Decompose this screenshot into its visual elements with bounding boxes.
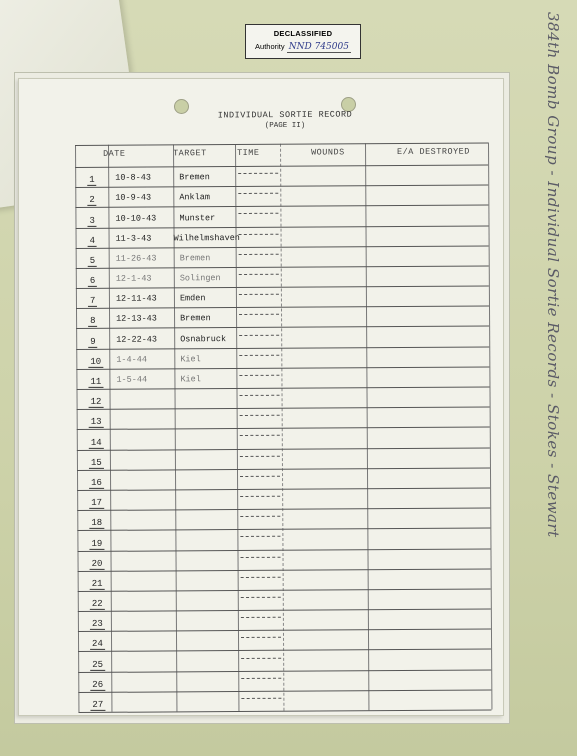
table-row: [76, 265, 489, 288]
row-time-dash: [238, 213, 278, 214]
row-target: Emden: [179, 293, 206, 304]
row-number: 11: [88, 377, 103, 388]
row-target: Bremen: [179, 253, 211, 264]
row-target: Solingen: [179, 273, 221, 284]
row-time-dash: [238, 193, 278, 194]
row-date: 10-8-43: [115, 172, 151, 183]
row-number: 17: [89, 498, 104, 509]
table-row: [75, 164, 488, 187]
row-number: 4: [88, 236, 97, 247]
table-row: [78, 588, 491, 611]
stamp-authority-value: NND 745005: [288, 42, 349, 52]
row-date: 10-9-43: [115, 192, 152, 204]
table-row: [78, 629, 491, 652]
row-target: Munster: [179, 212, 216, 223]
row-time-dash: [240, 435, 280, 436]
row-date: 1-5-44: [116, 374, 148, 385]
row-time-dash: [239, 354, 279, 355]
row-number: 21: [90, 579, 105, 590]
table-row: [77, 467, 490, 490]
row-number: 5: [88, 256, 97, 267]
margin-note-text: 384th Bomb Group - Individual Sortie Records - Stokes - Stewart: [544, 12, 562, 538]
row-number: 19: [89, 538, 104, 549]
row-time-dash: [241, 637, 281, 638]
table-row: [77, 427, 490, 450]
table-row: [78, 649, 491, 672]
row-number: 26: [90, 680, 105, 691]
row-time-dash: [239, 233, 279, 234]
row-target: Anklam: [179, 192, 210, 203]
row-number: 2: [87, 195, 96, 206]
table-row: [77, 487, 490, 510]
row-date: 11-3-43: [115, 233, 152, 244]
row-number: 15: [89, 458, 104, 469]
row-time-dash: [239, 274, 279, 275]
row-time-dash: [240, 415, 280, 416]
row-time-dash: [241, 617, 281, 618]
row-time-dash: [240, 395, 280, 396]
row-time-dash: [238, 173, 278, 174]
row-target: Kiel: [180, 354, 201, 365]
stamp-authority: [246, 42, 360, 52]
table-row: [76, 366, 489, 389]
declassified-stamp: [245, 24, 361, 59]
row-date: 1-4-44: [116, 354, 147, 365]
table-row: [77, 508, 490, 531]
form-title: INDIVIDUAL SORTIE RECORD: [217, 109, 353, 121]
table-row: [77, 407, 490, 430]
table-row: [76, 306, 489, 329]
column-header-ea-destroyed: E/A DESTROYED: [397, 146, 470, 158]
row-time-dash: [240, 536, 280, 537]
row-number: 6: [88, 276, 97, 287]
row-date: 10-10-43: [115, 213, 157, 224]
row-number: 1: [87, 175, 96, 186]
row-number: 8: [88, 316, 97, 327]
row-time-dash: [239, 314, 279, 315]
row-number: 10: [88, 357, 103, 368]
row-number: 23: [90, 619, 105, 630]
row-date: 12-11-43: [115, 293, 157, 305]
table-row: [76, 346, 489, 369]
row-date: 12-1-43: [115, 273, 152, 284]
row-number: 24: [90, 639, 105, 650]
row-target: Osnabruck: [180, 333, 227, 345]
row-target: Kiel: [180, 374, 201, 385]
table-row: [78, 568, 491, 591]
table-row: [76, 245, 489, 268]
row-time-dash: [239, 254, 279, 255]
sortie-table: [75, 142, 491, 712]
row-date: 12-22-43: [116, 334, 158, 345]
table-row: [77, 548, 490, 571]
row-target: Bremen: [180, 313, 211, 324]
row-time-dash: [241, 698, 281, 699]
row-number: 14: [89, 437, 104, 448]
row-time-dash: [239, 375, 279, 376]
table-row: [75, 205, 488, 228]
row-time-dash: [239, 334, 279, 335]
table-row: [75, 185, 488, 208]
row-number: 22: [90, 599, 105, 610]
row-date: 11-26-43: [115, 253, 157, 264]
table-row: [76, 286, 489, 309]
row-number: 13: [89, 417, 104, 428]
row-number: 9: [88, 337, 97, 348]
row-number: 18: [89, 518, 104, 529]
row-time-dash: [240, 476, 280, 477]
row-time-dash: [241, 556, 281, 557]
table-row: [76, 225, 489, 248]
margin-handwritten-note: [540, 12, 570, 552]
row-time-dash: [241, 577, 281, 578]
row-number: 25: [90, 659, 105, 670]
row-date: 12-13-43: [116, 313, 157, 325]
punch-hole-left: [174, 99, 189, 114]
table-row: [78, 609, 491, 632]
row-number: 20: [90, 559, 105, 570]
row-time-dash: [239, 294, 279, 295]
row-target: Bremen: [179, 172, 210, 183]
stamp-title: DECLASSIFIED: [273, 29, 333, 38]
table-row: [76, 326, 489, 349]
row-time-dash: [241, 597, 281, 598]
row-number: 16: [89, 478, 104, 489]
table-row: [77, 528, 490, 551]
form-subtitle: (PAGE II): [264, 122, 306, 130]
table-row: [76, 387, 489, 410]
row-time-dash: [240, 496, 280, 497]
stamp-authority-label: Authority: [255, 42, 285, 51]
row-number: 7: [88, 296, 97, 307]
table-row: [77, 447, 490, 470]
row-number: 12: [89, 397, 104, 408]
column-header-target: TARGET: [173, 148, 207, 159]
row-time-dash: [240, 455, 280, 456]
row-time-dash: [240, 516, 280, 517]
column-header-time: TIME: [237, 147, 260, 159]
row-time-dash: [241, 657, 281, 658]
table-row: [78, 669, 491, 692]
column-header-wounds: WOUNDS: [311, 147, 345, 158]
table-row: [78, 689, 491, 712]
column-header-date: DATE: [103, 148, 126, 159]
row-number: 27: [90, 700, 105, 711]
row-target: Wilhelmshaven: [173, 232, 240, 244]
row-time-dash: [241, 677, 281, 678]
row-number: 3: [87, 215, 96, 226]
